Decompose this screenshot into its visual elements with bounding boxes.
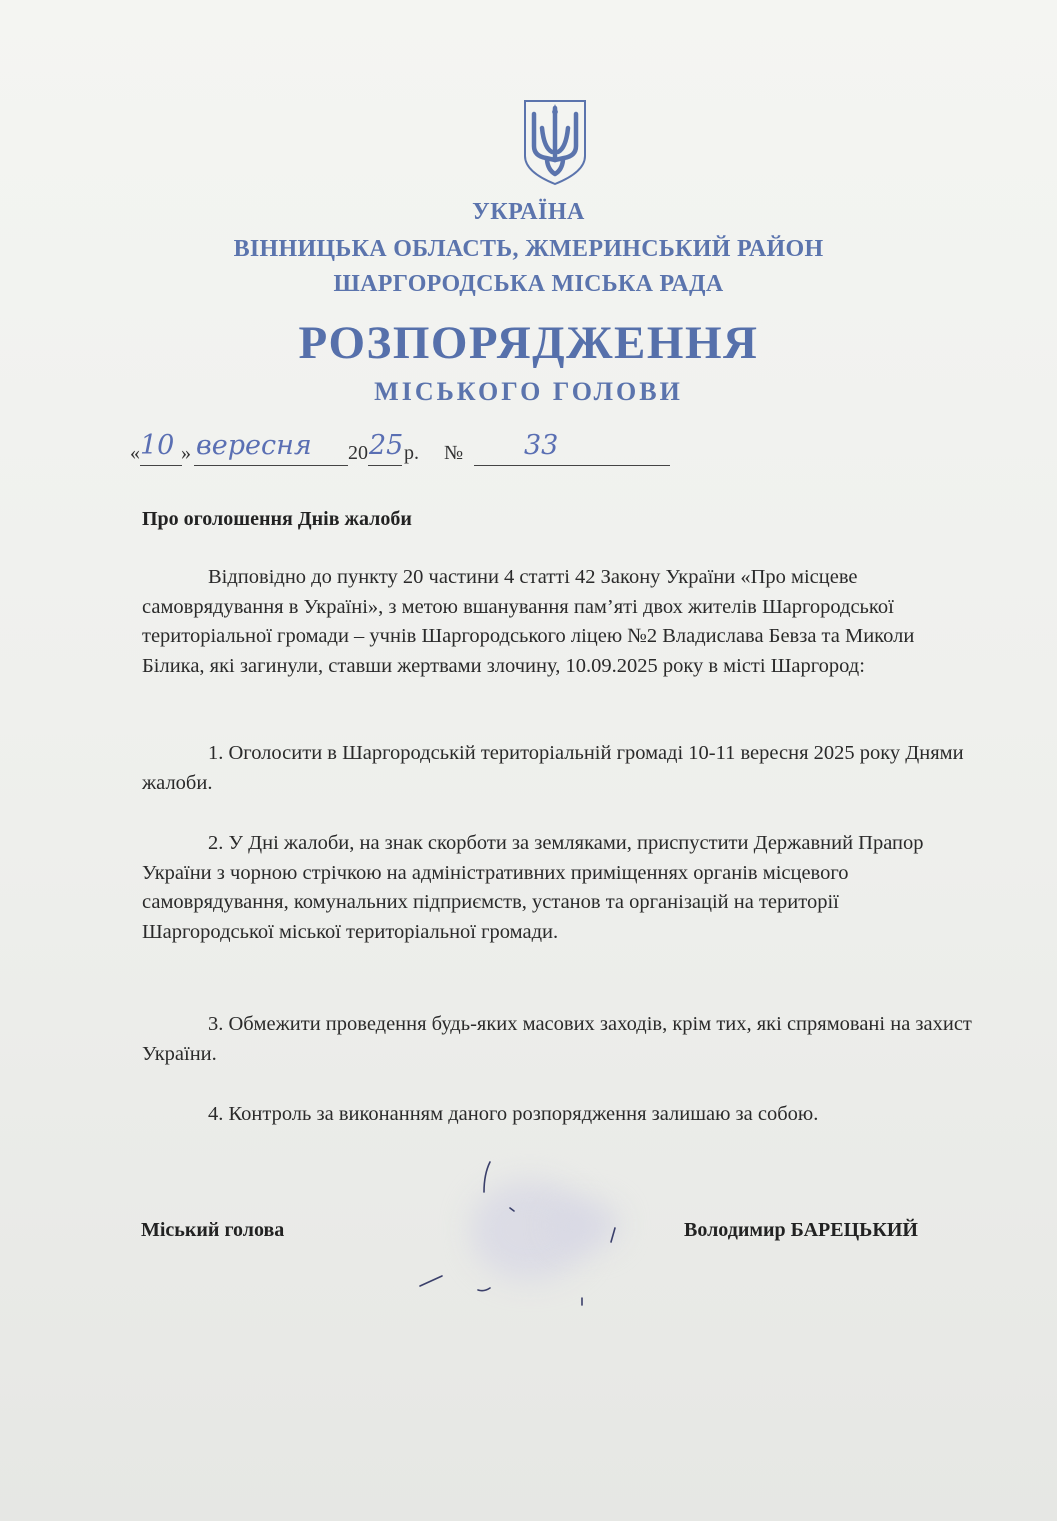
trident-emblem-icon (522, 98, 588, 186)
region-title: ВІННИЦЬКА ОБЛАСТЬ, ЖМЕРИНСЬКИЙ РАЙОН (233, 236, 824, 262)
item-4-text: 4. Контроль за виконанням даного розпорядження залишаю за собою. (208, 1103, 819, 1125)
issuer-title: МІСЬКОГО ГОЛОВИ (374, 377, 683, 406)
date-number-line (128, 428, 688, 472)
subject-heading: Про оголошення Днів жалоби (142, 508, 412, 530)
month-underline (194, 465, 348, 466)
number-underline (474, 465, 670, 466)
preamble-text: Відповідно до пункту 20 частини 4 статті 42 Закону України «Про місцеве самоврядування в Україні», з метою вшанування пам’яті двох жителів Шаргородської територіальної громади – учнів Шаргородського ліцею №2 Владислава Бевза та Миколи Білика, які загинули, ставши жертвами злочину, 10.09.2025 року в місті Шаргород: (142, 566, 915, 677)
number-handwritten: 33 (524, 430, 559, 461)
item-2-text: 2. У Дні жалоби, на знак скорботи за земляками, приспустити Державний Прапор України з чорною стрічкою на адміністративних приміщеннях органів місцевого самоврядування, комунальних підприємств, установ та організацій на території Шаргородської міської територіальної громади. (142, 832, 924, 943)
item-1-paragraph (142, 739, 972, 798)
year-label: р. (404, 442, 419, 464)
item-3-text: 3. Обмежити проведення будь-яких масових заходів, крім тих, які спрямовані на захист України. (142, 1013, 972, 1065)
day-underline (140, 465, 182, 466)
day-handwritten: 10 (140, 430, 175, 461)
year-underline (368, 465, 402, 466)
item-3-paragraph (142, 1010, 972, 1069)
month-handwritten: вересня (196, 430, 312, 461)
year-prefix: 20 (348, 442, 368, 464)
document-type-title: РОЗПОРЯДЖЕННЯ (298, 317, 759, 369)
item-2-paragraph (142, 829, 972, 947)
number-label: № (444, 442, 464, 464)
close-quote: » (181, 442, 191, 464)
preamble-paragraph (142, 563, 972, 681)
year-handwritten: 25 (369, 430, 404, 461)
open-quote: « (130, 442, 140, 464)
country-title: УКРАЇНА (472, 199, 585, 225)
signature-strokes-icon (410, 1150, 640, 1310)
blurred-signature (410, 1150, 640, 1310)
item-1-text: 1. Оголосити в Шаргородській територіальній громаді 10-11 вересня 2025 року Днями жалоби. (142, 742, 964, 794)
signatory-position: Міський голова (141, 1219, 285, 1241)
item-4-paragraph (142, 1100, 972, 1130)
council-title: ШАРГОРОДСЬКА МІСЬКА РАДА (333, 271, 724, 297)
signatory-name: Володимир БАРЕЦЬКИЙ (684, 1219, 918, 1241)
